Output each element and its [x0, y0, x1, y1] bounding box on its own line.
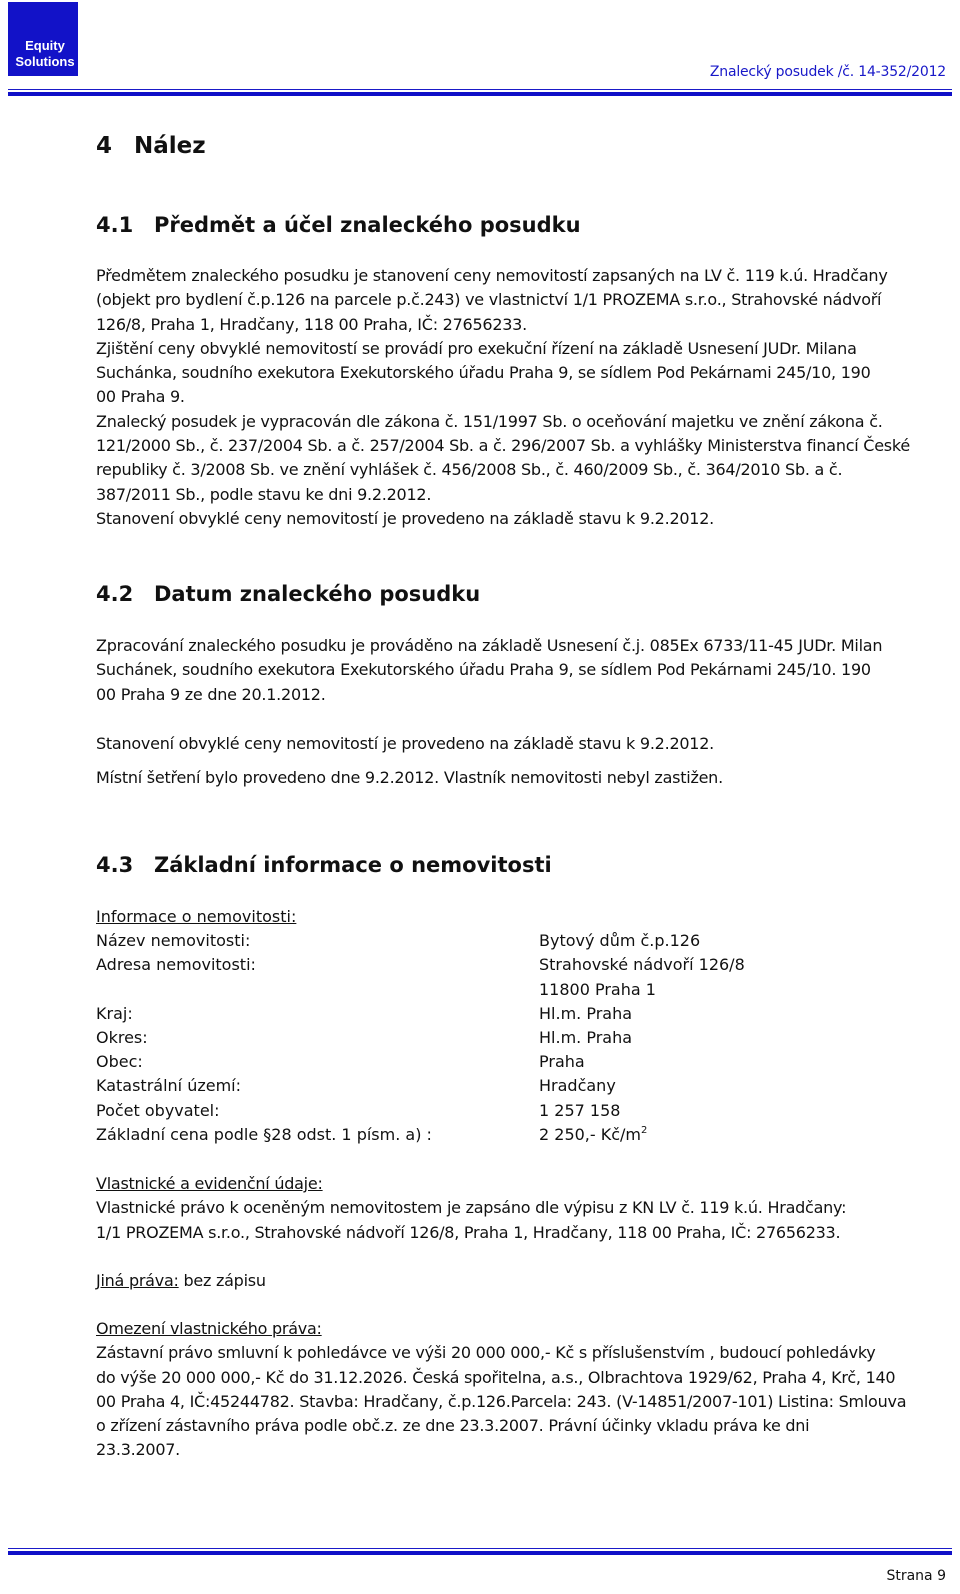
text-line: Stanovení obvyklé ceny nemovitostí je provedeno na základě stavu k 9.2.2012. [96, 508, 714, 528]
section-number: 4.1 [96, 213, 134, 237]
text-line: o zřízení zástavního práva podle obč.z. ze dne 23.3.2007. Právní účinky vkladu práva ke dni [96, 1416, 810, 1436]
base-price-exponent: 2 [641, 1124, 648, 1136]
footer-rule-thick [8, 1551, 952, 1555]
text-line: Suchánka, soudního exekutora Exekutorského úřadu Praha 9, se sídlem Pod Pekárnami 245/10, 190 [96, 363, 871, 383]
footer-rule-thin [8, 1548, 952, 1549]
text-line: 387/2011 Sb., podle stavu ke dni 9.2.2012. [96, 484, 432, 504]
restrictions-heading: Omezení vlastnického práva: [96, 1319, 322, 1338]
info-label: Okres: [96, 1027, 148, 1047]
base-price-amount: 2 250,- Kč/m [539, 1124, 642, 1144]
base-price-label: Základní cena podle §28 odst. 1 písm. a) : [96, 1124, 432, 1144]
info-row [96, 1050, 745, 1074]
section-4-2-text [96, 634, 942, 707]
base-price-value [539, 1123, 647, 1147]
info-label: Katastrální území: [96, 1076, 242, 1096]
valuation-date-text: Stanovení obvyklé ceny nemovitostí je provedeno na základě stavu k 9.2.2012. [96, 734, 714, 753]
info-row [96, 1099, 745, 1123]
section-4-3-heading [96, 853, 552, 877]
section-title: Základní informace o nemovitosti [154, 853, 552, 877]
text-line: Vlastnické právo k oceněným nemovitostem je zapsáno dle výpisu z KN LV č. 119 k.ú. Hradčany: [96, 1198, 847, 1218]
text-line: 126/8, Praha 1, Hradčany, 118 00 Praha, IČ: 27656233. [96, 314, 527, 334]
section-number: 4 [96, 133, 113, 159]
info-row [96, 1026, 745, 1050]
text-line: republiky č. 3/2008 Sb. ve znění vyhlášek č. 456/2008 Sb., č. 460/2009 Sb., č. 364/2010 Sb. a č. [96, 460, 843, 480]
text-line: 00 Praha 9. [96, 387, 185, 407]
other-rights-value: bez zápisu [178, 1271, 266, 1290]
info-value: Bytový dům č.p.126 [539, 931, 701, 951]
text-line: (objekt pro bydlení č.p.126 na parcele p.č.243) ve vlastnictví 1/1 PROZEMA s.r.o., Strahovské nádvoří [96, 290, 882, 310]
text-line: Znalecký posudek je vypracován dle zákona č. 151/1997 Sb. o oceňování majetku ve znění zákona č. [96, 411, 883, 431]
text-line: do výše 20 000 000,- Kč do 31.12.2026. Česká spořitelna, a.s., Olbrachtova 1929/62, Praha 4, Krč, 140 [96, 1367, 896, 1387]
text-line: 00 Praha 9 ze dne 20.1.2012. [96, 684, 326, 704]
text-line: Zpracování znaleckého posudku je prováděno na základě Usnesení č.j. 085Ex 6733/11-45 JUDr. Milan [96, 636, 883, 655]
info-label: Adresa nemovitosti: [96, 955, 256, 975]
section-4-heading [96, 133, 206, 159]
section-title: Předmět a účel znaleckého posudku [154, 213, 581, 237]
text-line: Zjištění ceny obvyklé nemovitostí se provádí pro exekuční řízení na základě Usnesení JUDr. Milana [96, 338, 857, 358]
section-4-2-heading [96, 582, 480, 606]
info-row [96, 953, 745, 977]
section-4-1-heading [96, 213, 581, 237]
ownership-section [96, 1172, 942, 1245]
info-row [96, 978, 745, 1002]
section-4-1-text [96, 264, 942, 531]
info-label: Kraj: [96, 1003, 133, 1023]
info-value: 11800 Praha 1 [539, 979, 656, 999]
info-value: Hradčany [539, 1076, 616, 1096]
page-number: Strana 9 [886, 1568, 946, 1584]
info-value: Praha [539, 1052, 585, 1072]
company-logo [8, 2, 78, 76]
section-title: Datum znaleckého posudku [154, 582, 481, 606]
header-rule-thin [8, 89, 952, 90]
text-line: Zástavní právo smluvní k pohledávce ve výši 20 000 000,- Kč s příslušenstvím , budoucí pohledávky [96, 1343, 876, 1363]
text-line: 23.3.2007. [96, 1440, 181, 1460]
info-value: Hl.m. Praha [539, 1027, 633, 1047]
info-label: Název nemovitosti: [96, 931, 251, 951]
report-reference: Znalecký posudek /č. 14-352/2012 [709, 64, 946, 80]
text-line: 1/1 PROZEMA s.r.o., Strahovské nádvoří 126/8, Praha 1, Hradčany, 118 00 Praha, IČ: 27656233. [96, 1222, 841, 1242]
info-row [96, 1074, 745, 1098]
header-rule-thick [8, 92, 952, 96]
info-row [96, 929, 745, 953]
section-title: Nález [134, 133, 206, 159]
inspection-text: Místní šetření bylo provedeno dne 9.2.2012. Vlastník nemovitosti nebyl zastižen. [96, 768, 723, 787]
logo-line-2: Solutions [15, 54, 75, 69]
text-line: 00 Praha 4, IČ:45244782. Stavba: Hradčany, č.p.126.Parcela: 243. (V-14851/2007-101) Listina: Smlouva [96, 1391, 907, 1411]
property-info [96, 905, 745, 1147]
info-heading: Informace o nemovitosti: [96, 907, 297, 926]
logo-line-1: Equity [25, 38, 65, 53]
ownership-heading: Vlastnické a evidenční údaje: [96, 1174, 323, 1193]
section-number: 4.2 [96, 582, 134, 606]
section-number: 4.3 [96, 853, 134, 877]
other-rights-heading: Jiná práva: [96, 1271, 179, 1290]
text-line: 121/2000 Sb., č. 237/2004 Sb. a č. 257/2004 Sb. a č. 296/2007 Sb. a vyhlášky Ministerstva financí České [96, 436, 910, 456]
info-value: Strahovské nádvoří 126/8 [539, 955, 745, 975]
info-row [96, 1002, 745, 1026]
text-line: Předmětem znaleckého posudku je stanovení ceny nemovitostí zapsaných na LV č. 119 k.ú. Hradčany [96, 266, 888, 285]
info-value: 1 257 158 [539, 1100, 621, 1120]
info-label: Obec: [96, 1052, 143, 1072]
info-row [96, 1123, 745, 1147]
info-label: Počet obyvatel: [96, 1100, 220, 1120]
text-line: Suchánek, soudního exekutora Exekutorského úřadu Praha 9, se sídlem Pod Pekárnami 245/10. 190 [96, 660, 871, 680]
other-rights [96, 1269, 942, 1293]
restrictions-section [96, 1317, 942, 1463]
info-value: Hl.m. Praha [539, 1003, 633, 1023]
info-label [96, 978, 539, 1002]
